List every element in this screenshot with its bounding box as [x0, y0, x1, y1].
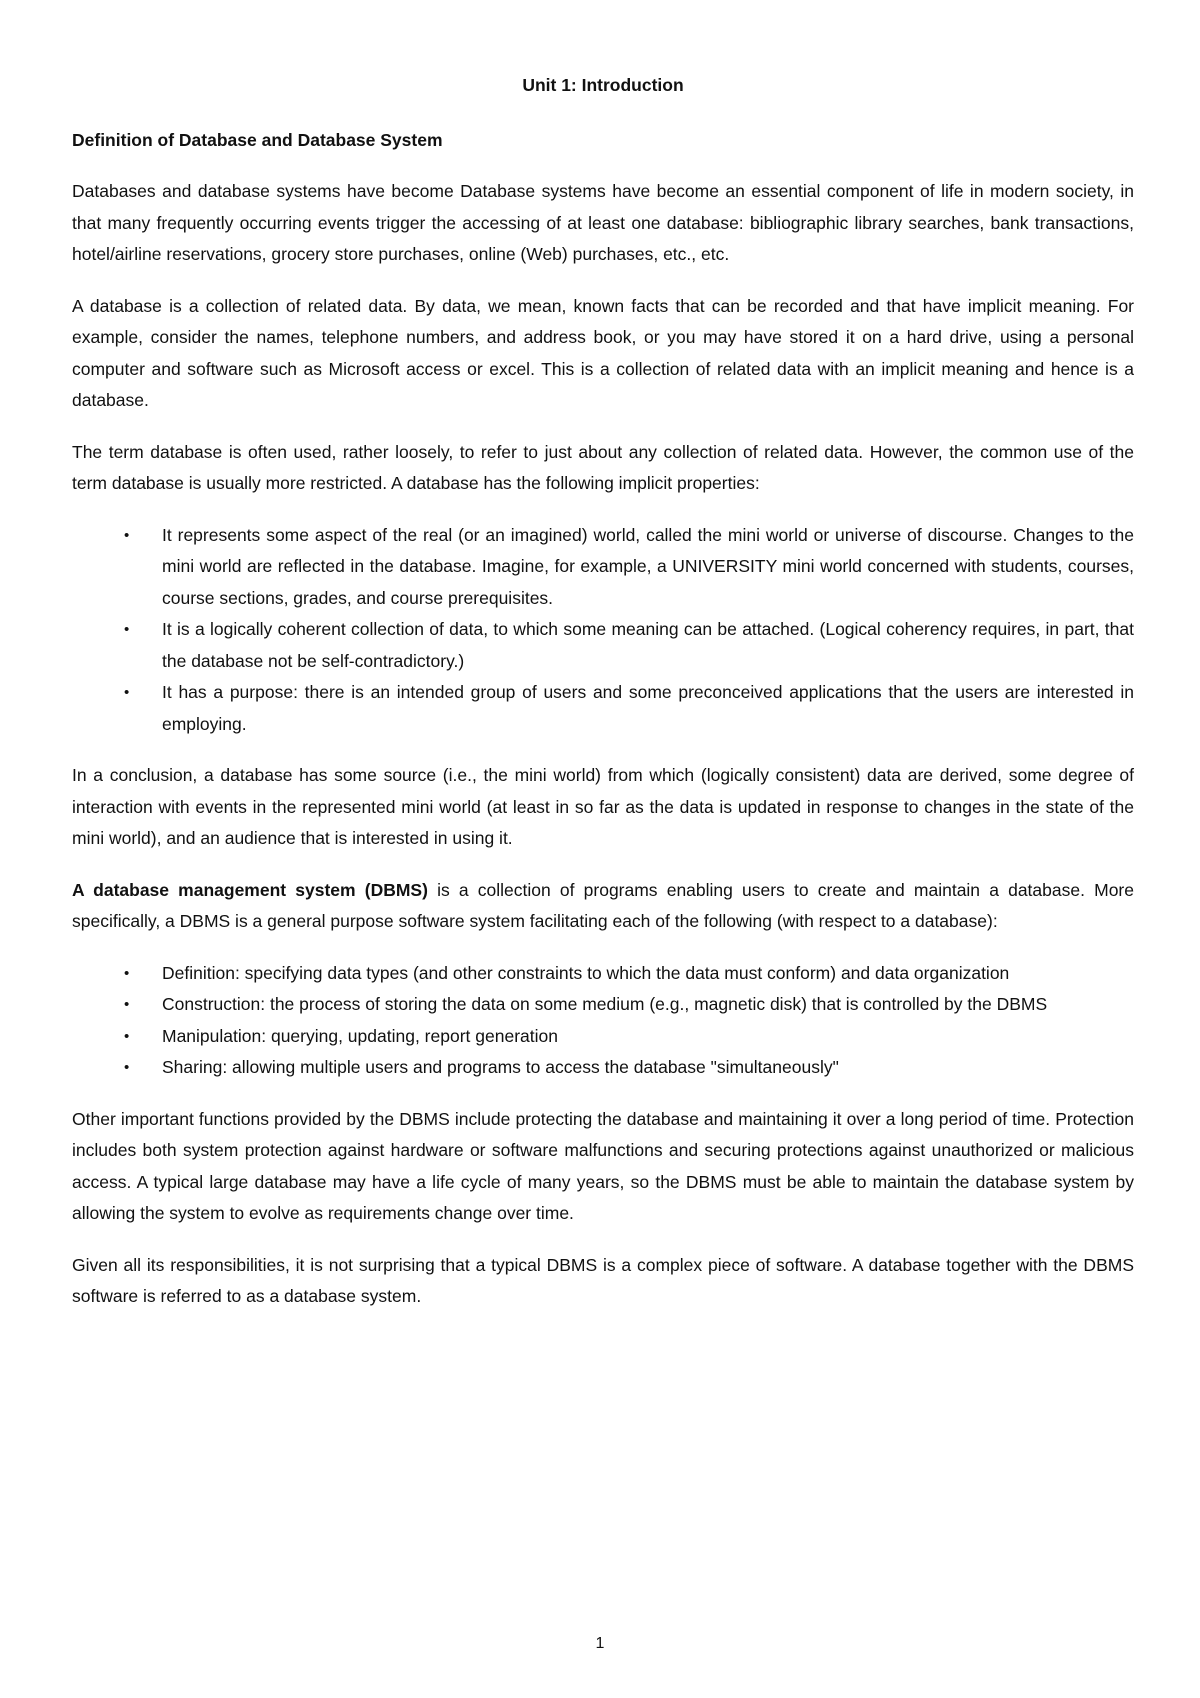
dbms-definition-text: is a collection of programs enabling users to create and maintain a database. More specifically, a DBMS is a general purpose software system facilitating each of the following (with respect to a database):	[72, 879, 1134, 931]
list-item-text: It represents some aspect of the real (or an imagined) world, called the mini world or universe of discourse. Changes to the mini world are reflected in the database. Imagine, for example, a UNIVERSITY mini world concerned with students, courses, course sections, grades, and course prerequisites.	[162, 524, 1134, 608]
paragraph-dbms-definition	[72, 875, 1134, 938]
dbms-term: A database management system (DBMS)	[72, 879, 428, 900]
bullet-icon: •	[124, 1027, 130, 1045]
list-item-text: Construction: the process of storing the data on some medium (e.g., magnetic disk) that is controlled by the DBMS	[162, 994, 1048, 1014]
paragraph-database-system: Given all its responsibilities, it is not surprising that a typical DBMS is a complex piece of software. A database together with the DBMS software is referred to as a database system.	[72, 1254, 1134, 1306]
bullet-icon: •	[124, 1059, 130, 1076]
list-item-text: It is a logically coherent collection of data, to which some meaning can be attached. (Logical coherency requires, in part, that the database not be self-contradictory.)	[162, 619, 1134, 671]
list-item-text: Definition: specifying data types (and other constraints to which the data must conform) and data organization	[162, 962, 1010, 983]
list-item	[124, 989, 1134, 1021]
document-page	[72, 70, 1134, 1333]
list-item	[124, 614, 1134, 677]
paragraph-database-definition: A database is a collection of related data. By data, we mean, known facts that can be recorded and that have implicit meaning. For example, consider the names, telephone numbers, and address book, or you may have stored it on a hard drive, using a personal computer and software such as Microsoft access or excel. This is a collection of related data with an implicit meaning and hence is a database.	[72, 295, 1134, 410]
list-item	[124, 677, 1134, 740]
list-item-text: Sharing: allowing multiple users and programs to access the database "simultaneously"	[162, 1057, 839, 1077]
bullet-icon: •	[124, 964, 130, 982]
document-title: Unit 1: Introduction	[522, 75, 684, 95]
list-item	[124, 958, 1134, 990]
paragraph-intro: Databases and database systems have become Database systems have become an essential component of life in modern society, in that many frequently occurring events trigger the accessing of at least one database: bibliographic library searches, bank transactions, hotel/airline reservations, grocery store purchases, online (Web) purchases, etc., etc.	[72, 181, 1134, 264]
list-item	[124, 1052, 1134, 1084]
paragraph-conclusion: In a conclusion, a database has some source (i.e., the mini world) from which (logically consistent) data are derived, some degree of interaction with events in the represented mini world (at least in so far as the data is updated in response to changes in the state of the mini world), and an audience that is interested in using it.	[72, 765, 1134, 848]
page-number: 1	[595, 1635, 605, 1652]
dbms-functions-list	[72, 958, 1134, 1084]
paragraph-other-functions: Other important functions provided by the DBMS include protecting the database and maintaining it over a long period of time. Protection includes both system protection against hardware or software malfunctions and securing protections against unauthorized or malicious access. A typical large database may have a life cycle of many years, so the DBMS must be able to maintain the database system by allowing the system to evolve as requirements change over time.	[72, 1108, 1134, 1223]
bullet-icon: •	[124, 996, 130, 1013]
bullet-icon: •	[124, 526, 130, 544]
properties-list	[72, 520, 1134, 741]
list-item	[124, 520, 1134, 615]
bullet-icon: •	[124, 621, 130, 638]
list-item	[124, 1021, 1134, 1053]
section-heading: Definition of Database and Database System	[72, 129, 443, 150]
bullet-icon: •	[124, 684, 130, 701]
paragraph-term-database: The term database is often used, rather loosely, to refer to just about any collection of related data. However, the common use of the term database is usually more restricted. A database has the following implicit properties:	[72, 441, 1134, 493]
list-item-text: It has a purpose: there is an intended group of users and some preconceived applications that the users are interested in employing.	[162, 682, 1134, 734]
list-item-text: Manipulation: querying, updating, report generation	[162, 1025, 558, 1046]
